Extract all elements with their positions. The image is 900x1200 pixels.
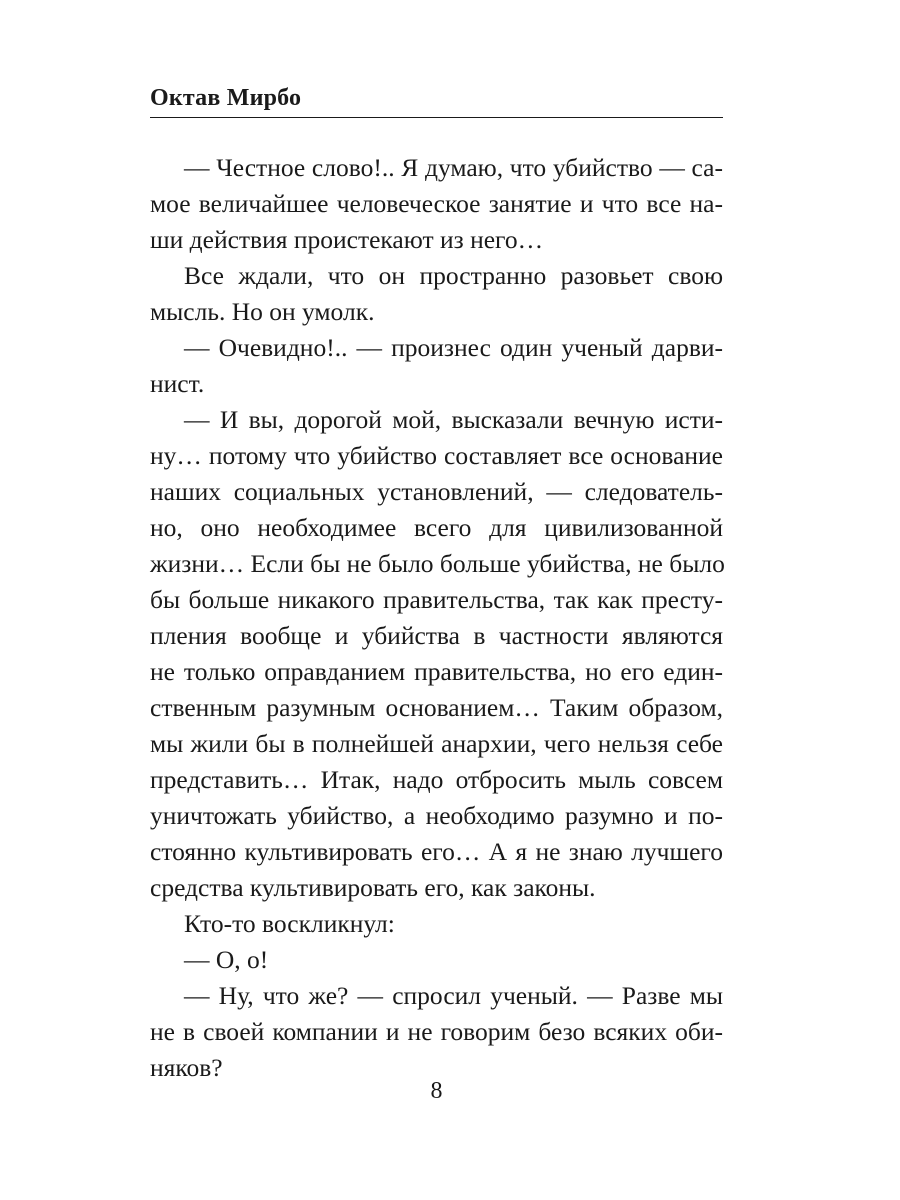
running-head-author: Октав Мирбо [150, 85, 302, 111]
text-line: нист. [150, 369, 205, 398]
text-line: мысль. Но он умолк. [150, 297, 375, 326]
text-line: — И вы, дорогой мой, высказали вечную исти- [184, 405, 723, 434]
text-line: стоянно культивировать его… А я не знаю лучшего [150, 837, 723, 866]
text-line: пления вообще и убийства в частности являются [150, 621, 723, 650]
text-line: бы больше никакого правительства, так как престу- [150, 585, 723, 614]
text-line: жизни… Если бы не было больше убийства, не было [150, 549, 725, 578]
text-line: — Очевидно!.. — произнес один ученый дарви- [184, 333, 723, 362]
text-line: няков? [150, 1053, 223, 1082]
text-line: — О, о! [184, 945, 269, 974]
text-line: мое величайшее человеческое занятие и что все на- [150, 189, 723, 218]
text-line: уничтожать убийство, а необходимо разумно и по- [150, 801, 723, 830]
text-line: не в своей компании и не говорим безо всяких оби- [150, 1017, 723, 1046]
text-line: наших социальных установлений, — следователь- [150, 477, 723, 506]
text-line: но, оно необходимее всего для цивилизованной [150, 513, 723, 542]
text-line: мы жили бы в полнейшей анархии, чего нельзя себе [150, 729, 723, 758]
text-line: представить… Итак, надо отбросить мыль совсем [150, 765, 723, 794]
text-line: ственным разумным основанием… Таким образом, [150, 693, 723, 722]
text-line: средства культивировать его, как законы. [150, 873, 596, 902]
page-number: 8 [430, 1078, 443, 1104]
text-line: Все ждали, что он пространно разовьет свою [184, 261, 723, 290]
running-head [150, 83, 723, 118]
text-line: — Честное слово!.. Я думаю, что убийство — са- [184, 153, 723, 182]
text-line: не только оправданием правительства, но его един- [150, 657, 723, 686]
text-line: ши действия проистекают из него… [150, 225, 544, 254]
text-line: — Ну, что же? — спросил ученый. — Разве мы [184, 981, 723, 1010]
text-line: ну… потому что убийство составляет все основание [150, 441, 723, 470]
text-line: Кто-то воскликнул: [184, 909, 395, 938]
